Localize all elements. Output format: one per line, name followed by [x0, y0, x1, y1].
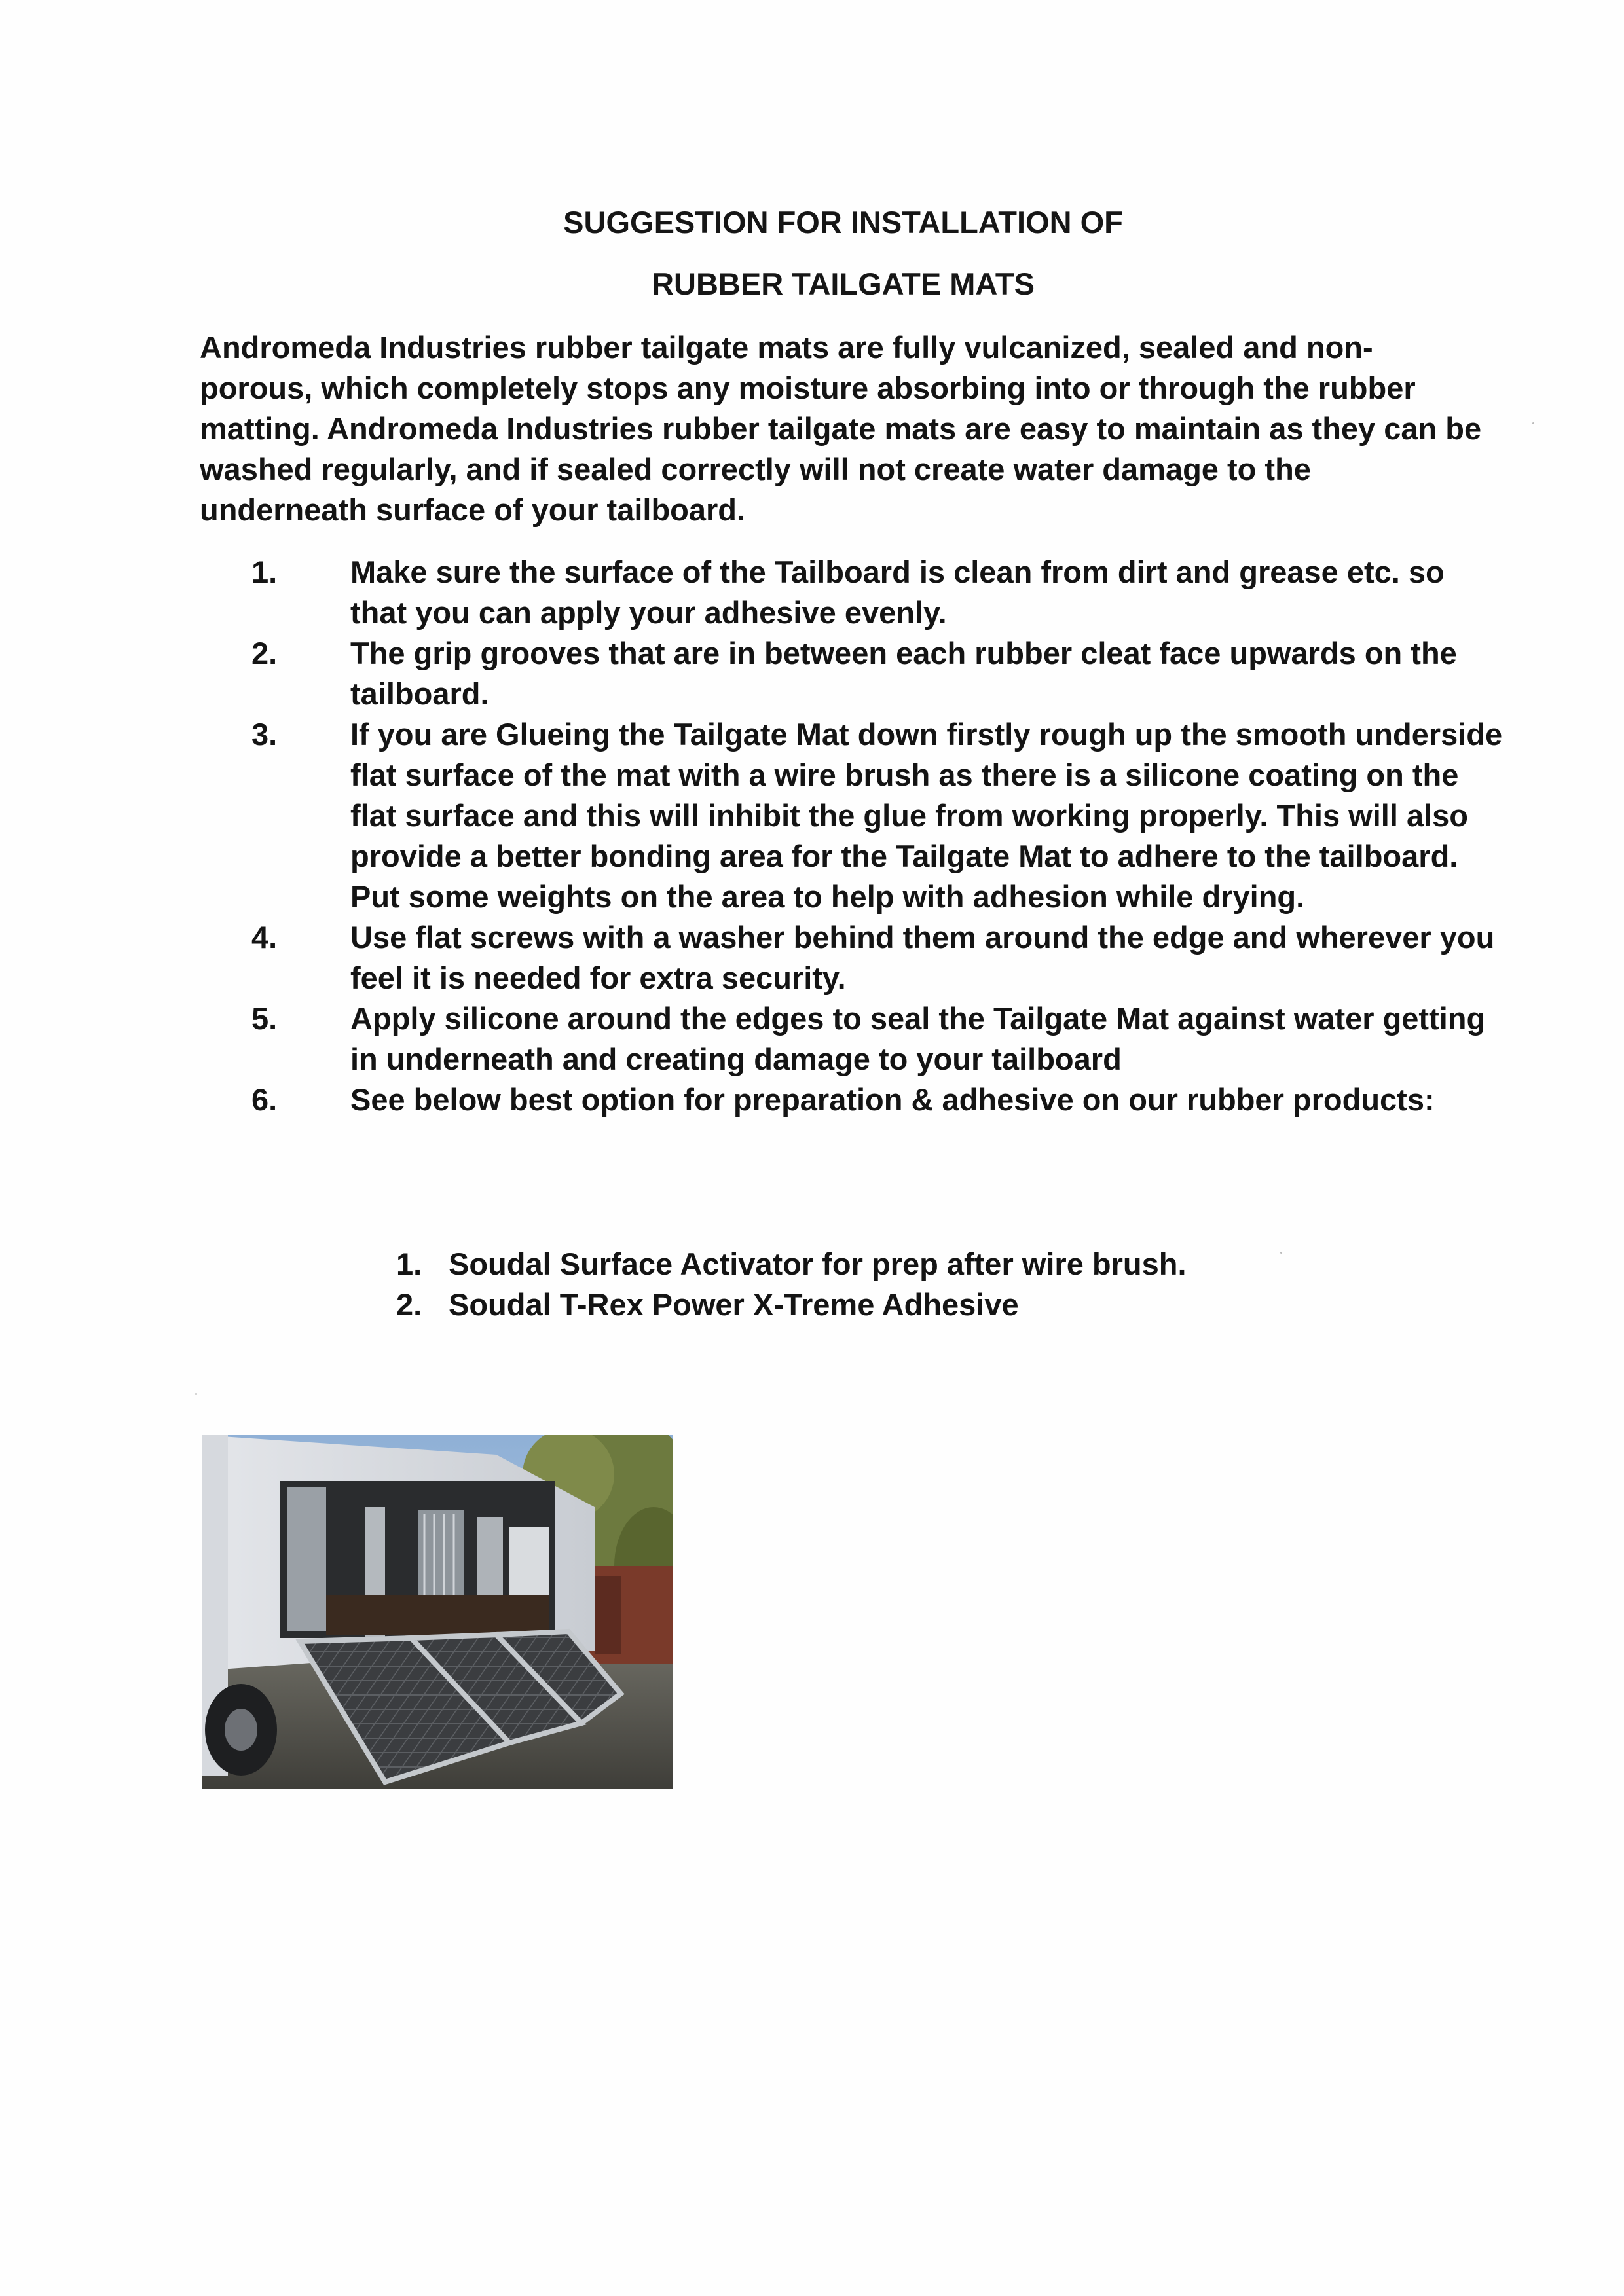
step-number: 5. [251, 1001, 278, 1036]
list-item [200, 998, 1503, 1080]
document-title-line-1: SUGGESTION FOR INSTALLATION OF [563, 205, 1123, 240]
adhesive-products-list [396, 1244, 1378, 1325]
list-item [396, 1244, 1378, 1285]
step-number: 1. [251, 555, 278, 589]
step-text: Apply silicone around the edges to seal the Tailgate Mat against water getting in underneath and creating damage to your tailboard [350, 1001, 1486, 1076]
scan-speck [1280, 1252, 1282, 1254]
list-item [200, 714, 1503, 917]
photo-illustration [202, 1435, 673, 1789]
list-item [396, 1285, 1378, 1325]
step-text: See below best option for preparation & adhesive on our rubber products: [350, 1082, 1435, 1117]
intro-paragraph: Andromeda Industries rubber tailgate mats are fully vulcanized, sealed and non-porous, which completely stops any moisture absorbing into or through the rubber matting. Andromeda Industries rubber tailgate mats are easy to maintain as they can be washed regularly, and if sealed correctly will not create water damage to the underneath surface of your tailboard. [200, 330, 1482, 527]
document-title-line-2: RUBBER TAILGATE MATS [652, 266, 1035, 301]
horse-truck-tailgate-photo [202, 1435, 673, 1789]
product-text: Soudal T-Rex Power X-Treme Adhesive [449, 1287, 1019, 1322]
list-item [200, 1080, 1503, 1120]
product-number: 1. [396, 1247, 422, 1281]
step-number: 3. [251, 717, 278, 752]
step-text: The grip grooves that are in between each rubber cleat face upwards on the tailboard. [350, 636, 1457, 711]
step-number: 2. [251, 636, 278, 670]
product-number: 2. [396, 1287, 422, 1322]
step-number: 4. [251, 920, 278, 955]
scan-speck [195, 1393, 197, 1395]
list-item [200, 917, 1503, 998]
list-item [200, 552, 1503, 633]
product-text: Soudal Surface Activator for prep after wire brush. [449, 1247, 1187, 1281]
installation-steps-list [200, 552, 1503, 1120]
scan-speck [1532, 422, 1534, 424]
step-text: Make sure the surface of the Tailboard is clean from dirt and grease etc. so that you can apply your adhesive evenly. [350, 555, 1445, 630]
step-text: Use flat screws with a washer behind them around the edge and wherever you feel it is needed for extra security. [350, 920, 1495, 995]
list-item [200, 633, 1503, 714]
step-number: 6. [251, 1082, 278, 1117]
step-text: If you are Glueing the Tailgate Mat down firstly rough up the smooth underside flat surface of the mat with a wire brush as there is a silicone coating on the flat surface and this will inhibit the glue from working properly. This will also provide a better bonding area for the Tailgate Mat to adhere to the tailboard. Put some weights on the area to help with adhesion while drying. [350, 717, 1503, 914]
